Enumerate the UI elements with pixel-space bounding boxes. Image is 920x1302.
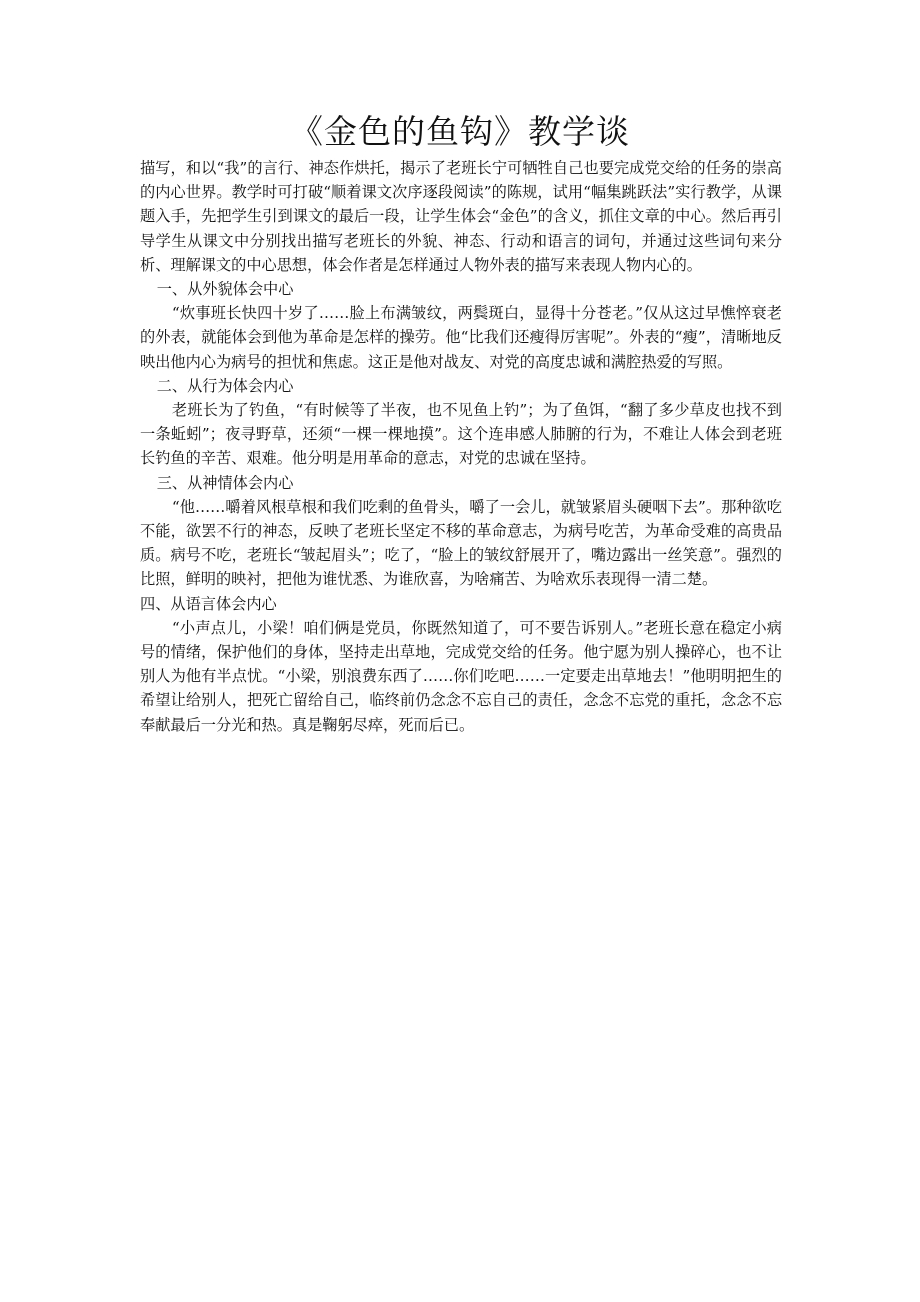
section-paragraph-expression: “他……嚼着风根草根和我们吃剩的鱼骨头，嚼了一会儿，就皱紧眉头硬咽下去”。那种欲吃不能，欲罢不行的神态，反映了老班长坚定不移的革命意志，为病号吃苦，为革命受难的高贵品质。病号不吃，老班长“皱起眉头”；吃了，“脸上的皱纹舒展开了，嘴边露出一丝笑意”。强烈的比照，鲜明的映衬，把他为谁忧悉、为谁欣喜，为啥痛苦、为啥欢乐表现得一清二楚。 [140, 497, 782, 589]
document-title: 《金色的鱼钩》教学谈 [290, 112, 630, 151]
section-heading-language: 四、从语言体会内心 [140, 594, 277, 613]
section-heading-behavior: 二、从行为体会内心 [156, 376, 294, 395]
section-paragraph-appearance: “炊事班长快四十岁了……脸上布满皱纹，两鬓斑白，显得十分苍老。”仅从这过早憔悴衰老的外表，就能体会到他为革命是怎样的操劳。他“比我们还瘦得厉害呢”。外表的“瘦”，清晰地反映出他内心为病号的担忧和焦虑。这正是他对战友、对党的高度忠诚和满腔热爱的写照。 [140, 304, 782, 371]
section-heading-appearance: 一、从外貌体会中心 [156, 280, 294, 299]
document-body [140, 156, 782, 737]
section-paragraph-language: “小声点儿，小梁！咱们俩是党员，你既然知道了，可不要告诉别人。”老班长意在稳定小病号的情绪，保护他们的身体，坚持走出草地，完成党交给的任务。他宁愿为别人操碎心，也不让别人为他有半点忧。“小梁，别浪费东西了……你们吃吧……一定要走出草地去！”他明明把生的希望让给别人，把死亡留给自己，临终前仍念念不忘自己的责任，念念不忘党的重托，念念不忘奉献最后一分光和热。真是鞠躬尽瘁，死而后已。 [140, 618, 782, 734]
section-paragraph-behavior: 老班长为了钓鱼，“有时候等了半夜，也不见鱼上钓”；为了鱼饵，“翻了多少草皮也找不到一条蚯蚓”；夜寻野草，还须“一棵一棵地摸”。这个连串感人肺腑的行为，不难让人体会到老班长钓鱼的辛苦、艰难。他分明是用革命的意志，对党的忠诚在坚持。 [140, 401, 782, 468]
intro-paragraph: 描写，和以“我”的言行、神态作烘托，揭示了老班长宁可牺牲自己也要完成党交给的任务的崇高的内心世界。教学时可打破“顺着课文次序逐段阅读”的陈规，试用“幅集跳跃法”实行教学，从课题入手，先把学生引到课文的最后一段，让学生体会“金色”的含义，抓住文章的中心。然后再引导学生从课文中分别找出描写老班长的外貌、神态、行动和语言的词句，并通过这些词句来分析、理解课文的中心思想，体会作者是怎样通过人物外表的描写来表现人物内心的。 [140, 159, 782, 274]
section-heading-expression: 三、从神情体会内心 [156, 473, 294, 492]
